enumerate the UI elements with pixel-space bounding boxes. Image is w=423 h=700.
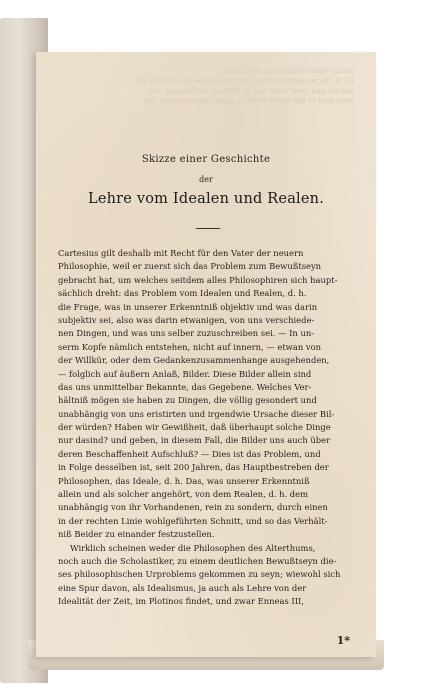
text-line: unabhängig von uns eristirten und irgendwie Ursache dieser Bil- — [58, 408, 335, 419]
text-line: sächlich dreht: das Problem vom Idealen und Realen, d. h. — [58, 288, 307, 299]
text-line: deren Beschaffenheit Aufschluß? — Dies ist das Problem, und — [58, 448, 321, 459]
bleed-line: Skizze einer Geschichte der Lehre — [223, 66, 354, 75]
heading-subtitle: Skizze einer Geschichte — [141, 154, 271, 165]
text-line: in Folge desselben ist, seit 200 Jahren, das Hauptbestreben der — [58, 462, 329, 473]
bleed-line: macht, und zwar nicht nur in Plotinos Auffassung, son- — [145, 86, 354, 95]
text-line: nur dasind? und geben, in diesem Fall, die Bilder uns auch über — [58, 435, 331, 446]
text-line: allein und als solcher angehört, von dem Realen, d. h. dem — [58, 489, 309, 500]
bleed-line: dern weil er die Sache nicht so ganz aufgenommen hat. — [141, 96, 354, 105]
text-line: das uns unmittelbar Bekannte, das Gegebene. Welches Ver- — [58, 381, 312, 392]
text-line: serm Kopfe nämlich entstehen, nicht auf innern, — etwan von — [58, 341, 322, 352]
text-line: gebracht hat, um welches seitdem alles Philosophiren sich haupt- — [58, 274, 338, 285]
text-line: niß Beider zu einander festzustellen. — [58, 529, 215, 540]
text-line: der Willkür, oder dem Gedankenzusammenhange ausgehenden, — [58, 355, 330, 366]
heading-connector: der — [199, 175, 213, 184]
text-line: unabhängig von ihr Vorhandenen, rein zu sondern, durch einen — [58, 502, 328, 513]
text-line: eine Spur davon, als Idealismus, ja auch als Lehre von der — [58, 582, 307, 593]
text-line: Philosophen, das Ideale, d. h. Das, was unserer Erkenntniß — [58, 475, 310, 486]
book-page — [36, 52, 376, 657]
text-line: Cartesius gilt deshalb mit Recht für den Vater der neuern — [58, 248, 304, 258]
text-line: nen Dingen, und was uns selber zuzuschreiben sei. — In un- — [58, 328, 315, 339]
text-line: in der rechten Linie wohlgeführten Schnitt, und so das Verhält- — [58, 515, 328, 526]
text-line: — folglich auf äußern Anlaß, Bilder. Diese Bilder allein sind — [58, 368, 312, 379]
bleed-line: III, 4. 36, woselbst er sagt: die Seele habe den Körper ge- — [134, 76, 354, 85]
text-line: subjektiv sei, also was darin etwanigen, von uns verschiede- — [58, 314, 315, 325]
text-line: noch auch die Scholastiker, zu einem deutlichen Bewußtseyn die- — [58, 555, 337, 566]
text-line: Philosophie, weil er zuerst sich das Problem zum Bewußtseyn — [58, 261, 322, 272]
text-line: Wirklich scheinen weder die Philosophen des Alterthums, — [70, 542, 316, 553]
text-line: der würden? Haben wir Gewißheit, daß überhaupt solche Dinge — [58, 422, 331, 433]
text-line: hältniß mögen sie haben zu Dingen, die völlig gesondert und — [58, 395, 317, 406]
text-line: ses philosophischen Urproblems gekommen zu seyn; wiewohl sich — [58, 569, 341, 580]
heading-rule — [196, 228, 220, 229]
text-line: die Frage, was in unserer Erkenntniß objektiv und was darin — [58, 301, 318, 312]
text-line: Idealität der Zeit, im Plotinos findet, und zwar Enneas III, — [58, 596, 305, 607]
signature-mark: 1* — [336, 634, 350, 647]
body-text — [58, 247, 368, 609]
heading-title: Lehre vom Idealen und Realen. — [87, 191, 325, 207]
bleed-through-text — [96, 66, 354, 126]
